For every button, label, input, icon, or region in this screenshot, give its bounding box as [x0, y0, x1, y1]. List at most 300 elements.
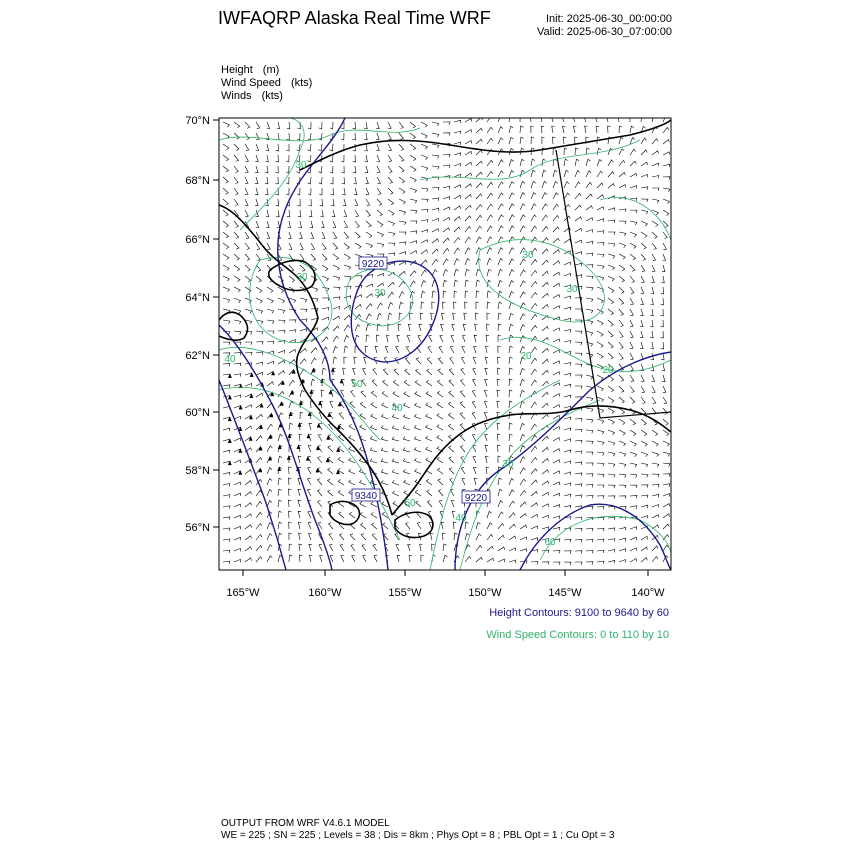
wind-barb: [278, 371, 285, 375]
wind-barb: [355, 232, 360, 238]
wind-barb: [486, 335, 489, 342]
wind-barb: [415, 469, 421, 474]
wind-barb: [404, 380, 410, 386]
wind-barb: [319, 122, 322, 129]
wind-barb: [300, 390, 304, 397]
wind-barb: [396, 346, 399, 353]
wind-barb: [421, 199, 428, 202]
lon-label: 160°W: [308, 587, 342, 599]
wind-barb: [404, 480, 410, 485]
wind-barb: [344, 336, 349, 343]
wind-barb: [608, 276, 614, 281]
wind-barb: [355, 335, 359, 342]
wind-barb: [641, 547, 648, 551]
wind-barb: [630, 559, 637, 563]
wind-barb: [542, 392, 548, 397]
wind-barb: [381, 437, 388, 441]
wind-barb: [223, 166, 228, 172]
wind-barb: [461, 357, 465, 364]
wind-barb: [564, 148, 567, 155]
wind-barb: [415, 458, 422, 463]
wind-barb: [597, 550, 604, 553]
wind-barb: [553, 372, 560, 375]
wind-barb: [541, 126, 544, 133]
wind-barb: [354, 357, 357, 364]
wind-barb: [366, 188, 369, 195]
wind-barb: [597, 463, 604, 466]
wind-barb: [542, 215, 548, 221]
wind-barb-flag: [338, 402, 341, 406]
wind-barb: [650, 331, 653, 338]
wind-barb: [267, 545, 272, 551]
wind-barb: [661, 287, 664, 294]
wind-barb: [300, 309, 307, 312]
wind-barb: [542, 515, 549, 518]
wind-barb: [319, 177, 322, 184]
wind-barb: [608, 342, 613, 348]
wind-barb: [564, 193, 570, 199]
wind-barb: [448, 413, 454, 419]
wind-barb: [663, 484, 670, 487]
wind-barb: [438, 380, 444, 386]
wind-barb: [586, 253, 593, 256]
wind-barb: [531, 204, 536, 210]
wind-barb: [267, 243, 270, 250]
wind-barb: [318, 501, 322, 508]
wind-barb: [553, 283, 560, 287]
wind-barb: [640, 298, 643, 305]
wind-barb: [553, 216, 559, 222]
wind-barb: [564, 239, 571, 243]
wind-barb: [286, 155, 289, 162]
wind-barb: [351, 391, 355, 398]
wind-barb: [485, 434, 488, 441]
wind-barb: [399, 166, 404, 172]
wind-barb: [509, 270, 514, 276]
wind-barb: [641, 441, 647, 446]
wind-barb: [465, 302, 468, 309]
wind-barb: [432, 122, 439, 126]
wind-barb: [608, 220, 615, 223]
wind-barb: [300, 369, 306, 375]
wind-barb: [278, 489, 282, 496]
wind-barb: [234, 515, 241, 518]
wind-barb: [388, 282, 394, 287]
wind-barb: [399, 313, 402, 320]
wind-barb-flag: [327, 436, 330, 440]
wind-barb: [663, 524, 669, 529]
wind-barb: [663, 188, 670, 192]
wind-barb: [454, 164, 461, 167]
height-contours: [219, 118, 671, 570]
wind-barb: [344, 232, 349, 239]
wind-barb: [652, 474, 659, 477]
wind-barb: [608, 309, 614, 315]
wind-barb: [223, 517, 230, 520]
wind-barb: [597, 254, 604, 257]
wind-barb: [308, 522, 311, 529]
wind-barb: [476, 269, 480, 276]
wind-barb: [377, 254, 384, 257]
wind-barb: [641, 397, 645, 404]
wind-barb: [641, 287, 644, 294]
wind-barb: [509, 281, 514, 288]
wind-barb: [223, 406, 230, 409]
wind-barb: [630, 386, 634, 393]
wind-barb: [575, 551, 582, 554]
wind-barb: [663, 232, 667, 239]
wind-barb-flag: [297, 445, 300, 449]
wind-barb: [223, 298, 230, 303]
wind-barb: [597, 342, 603, 347]
wind-barb: [498, 259, 503, 266]
wind-barb: [531, 282, 537, 288]
wind-barb: [432, 144, 439, 148]
wind-barb: [498, 302, 502, 309]
wind-barb: [421, 210, 428, 213]
wind-barb: [256, 144, 259, 151]
wind-barb: [245, 265, 250, 271]
wind-barb: [421, 133, 427, 138]
wind-barb: [322, 317, 329, 320]
wind-barb: [520, 182, 525, 189]
wind-barb: [349, 469, 355, 474]
wind-barb: [416, 501, 421, 507]
wind-barb: [245, 525, 252, 529]
wind-barb: [463, 324, 466, 331]
wind-barb: [641, 474, 648, 477]
coastline: [219, 312, 247, 340]
wind-barb: [388, 210, 394, 216]
wind-barb: [553, 193, 558, 199]
wind-barb: [393, 380, 399, 386]
wind-barb: [497, 434, 500, 441]
wind-barb: [608, 452, 615, 456]
wind-barb: [421, 155, 428, 160]
wind-barb: [392, 414, 399, 419]
height-contour-legend: Height Contours: 9100 to 9640 by 60: [489, 607, 669, 619]
wind-barb: [256, 254, 260, 261]
wind-barb: [487, 269, 491, 276]
wind-barb: [388, 253, 395, 256]
wind-barb: [360, 402, 366, 408]
wind-barb: [542, 204, 547, 210]
wind-barb: [331, 199, 334, 206]
wind-barb: [619, 320, 623, 327]
wind-barb: [399, 271, 405, 276]
wind-barb: [298, 511, 301, 518]
wind-barb: [363, 555, 366, 562]
wind-barb: [366, 335, 369, 342]
wind-barb: [663, 452, 670, 456]
wind-barb: [498, 501, 503, 508]
wind-barb: [553, 516, 560, 519]
wind-barb: [531, 358, 537, 364]
wind-barb: [520, 270, 526, 276]
wind-barb: [575, 484, 582, 487]
wind-barb: [421, 144, 427, 149]
wind-barb: [619, 232, 626, 236]
wind-barb: [597, 195, 604, 199]
wind-barb: [333, 306, 340, 309]
wind-barb: [370, 448, 377, 452]
wind-barb: [487, 248, 492, 254]
wind-barb: [630, 287, 634, 294]
wind-barb: [542, 370, 548, 375]
wind-barb: [553, 562, 560, 565]
wind-barb: [308, 478, 312, 485]
wind-barb: [575, 240, 582, 243]
wind-barb-flag: [228, 374, 231, 378]
wind-barb: [630, 210, 637, 213]
wind-barb: [377, 177, 381, 184]
wind-barb: [619, 298, 624, 304]
wind-barb: [472, 434, 476, 441]
wind-barb: [427, 501, 432, 507]
wind-barb: [267, 341, 274, 344]
wind-barb: [245, 155, 248, 162]
wind-barb: [575, 217, 582, 221]
height-contour: [520, 504, 671, 570]
wind-barb: [245, 177, 248, 184]
wind-barb: [454, 195, 461, 199]
wind-barb: [618, 115, 621, 122]
wind-barb: [509, 390, 512, 397]
wind-barb: [509, 226, 514, 232]
wind-barb: [439, 490, 444, 496]
wind-barb: [586, 218, 593, 221]
wind-barb: [267, 556, 272, 562]
wind-barb: [320, 210, 323, 217]
wind-barb: [575, 440, 582, 443]
wind-barb: [289, 349, 296, 353]
wind-barb: [223, 265, 229, 270]
wind-barb: [449, 369, 454, 375]
wind-barb: [319, 166, 322, 173]
wind-barb: [553, 416, 560, 420]
wind-barb: [597, 485, 604, 488]
wind-barb: [476, 183, 482, 188]
wind-barb: [438, 479, 443, 485]
wind-barb: [443, 302, 446, 309]
wind-barb: [465, 216, 471, 221]
lon-label: 155°W: [388, 587, 422, 599]
wind-barb: [619, 452, 626, 457]
wind-barb: [355, 221, 359, 228]
wind-barb: [553, 148, 556, 155]
wind-barb: [309, 555, 312, 562]
wind-barb: [245, 166, 248, 173]
wind-barb: [575, 148, 578, 155]
wind-barb: [256, 331, 263, 334]
wind-barb: [410, 271, 416, 276]
wind-barb: [267, 523, 272, 529]
wind-barb: [597, 219, 604, 222]
wind-barb: [289, 243, 292, 250]
wind-contour: [240, 118, 304, 230]
wind-barb: [465, 259, 470, 266]
wind-barb: [619, 149, 624, 155]
wind-barb: [619, 209, 626, 212]
height-contour: [351, 261, 438, 362]
wind-barb: [553, 551, 560, 554]
wind-barb: [421, 166, 428, 171]
wind-barb: [414, 425, 421, 430]
wind-barb: [663, 430, 669, 436]
wind-barb: [562, 115, 565, 122]
wind-barb: [256, 221, 259, 228]
wind-barb: [392, 480, 399, 485]
wind-barb: [652, 441, 658, 446]
wind-barb: [663, 210, 669, 216]
wind-barb: [278, 330, 285, 333]
wind-barb: [289, 544, 292, 551]
wind-barb: [520, 126, 523, 133]
wind-barb: [597, 353, 603, 358]
wind-barb: [573, 126, 576, 133]
wind-barb: [403, 437, 410, 441]
wind-barb: [509, 248, 514, 254]
wind-barb: [417, 522, 421, 529]
wind-barb: [564, 273, 571, 276]
wind-barb: [586, 241, 593, 244]
wind-barb-flag: [340, 379, 343, 383]
wind-barb: [278, 456, 282, 463]
wind-label: 40: [224, 354, 236, 365]
wind-barb: [266, 210, 269, 217]
wind-barb: [619, 375, 624, 381]
wind-barb: [630, 243, 636, 249]
wind-barb: [438, 358, 443, 364]
wind-barb: [288, 221, 291, 228]
wind-barb: [564, 428, 571, 431]
wind-speed-contours: [219, 118, 671, 570]
wind-barb: [619, 549, 626, 552]
wind-barb: [498, 127, 503, 133]
wind-barb-flag: [306, 457, 309, 461]
wind-barb: [553, 328, 560, 331]
wind-barb: [330, 144, 333, 151]
wind-barb: [461, 467, 465, 474]
wind-barb: [597, 148, 601, 155]
wind-barb: [432, 229, 439, 232]
wind-barb: [597, 528, 604, 531]
wind-barb: [454, 291, 457, 298]
wind-barb: [278, 478, 282, 485]
wind-barb: [404, 392, 410, 397]
wind-barb: [399, 210, 406, 215]
wind-barb: [234, 221, 238, 228]
wind-barb: [266, 144, 269, 151]
wind-barb: [308, 467, 311, 474]
wind-barb: [443, 197, 450, 200]
wind-barb: [531, 514, 538, 518]
wind-barb: [377, 199, 382, 205]
wind-barb: [630, 173, 637, 177]
wind-barb: [322, 254, 327, 260]
wind-barb: [476, 194, 482, 199]
wind-barb: [652, 115, 656, 122]
wind-barb: [663, 177, 670, 180]
wind-barb: [287, 122, 290, 129]
wind-barb: [442, 313, 445, 320]
wind-barb: [256, 512, 262, 518]
wind-barb: [399, 133, 403, 140]
wind-barb: [542, 470, 549, 474]
wind-barb: [650, 309, 653, 316]
wind-barb: [564, 330, 571, 333]
wind-barb: [298, 522, 301, 529]
wind-barb: [630, 548, 637, 551]
wind-barb: [223, 287, 230, 292]
wind-barb: [372, 534, 377, 540]
wind-barb: [564, 296, 571, 299]
wind-barb: [630, 496, 637, 499]
wind-barb: [308, 445, 311, 452]
wind-barb: [234, 276, 240, 282]
wind-barb: [641, 210, 648, 214]
wind-barb: [371, 403, 377, 409]
wind-barb: [432, 302, 435, 309]
wind-barb: [366, 221, 371, 227]
wind-barb: [542, 305, 548, 310]
wind-barb: [300, 329, 307, 332]
wind-barb: [299, 544, 302, 551]
wind-barb: [245, 232, 249, 239]
wind-barb: [553, 227, 559, 232]
wind-barb: [454, 120, 461, 123]
wind-barb: [388, 292, 394, 298]
wind-barb: [381, 426, 388, 431]
wind-barb: [288, 500, 291, 507]
wind-barb: [531, 193, 536, 199]
wind-barb: [399, 155, 404, 161]
wind-barb: [597, 320, 603, 325]
wind-barb: [299, 232, 302, 239]
wind-barb: [443, 238, 449, 243]
wind-barb: [399, 199, 405, 204]
wind-barb: [509, 182, 514, 188]
wind-barb: [586, 408, 593, 412]
wind-barb: [403, 448, 410, 452]
wind-barb: [465, 248, 470, 254]
wind-barb: [608, 126, 611, 133]
wind-barb: [223, 528, 230, 531]
wind-barb-flag: [269, 457, 272, 461]
wind-barb: [608, 287, 614, 293]
wind-barb: [619, 276, 624, 282]
wind-barb: [381, 459, 388, 463]
wind-barb: [509, 324, 513, 331]
wind-barb: [498, 160, 503, 166]
coastline: [392, 406, 671, 515]
wind-barb: [596, 126, 599, 133]
wind-barb: [441, 522, 444, 529]
wind-barb: [498, 269, 503, 276]
wind-barb: [333, 243, 338, 249]
wind-barb: [267, 382, 274, 386]
wind-barb: [319, 544, 322, 551]
wind-barb: [641, 536, 648, 540]
wind-barb: [297, 188, 300, 195]
wind-barb: [586, 298, 593, 302]
wind-barb: [531, 170, 535, 177]
wind-barb: [564, 505, 571, 508]
wind-barb: [597, 207, 604, 210]
lat-label: 66°N: [185, 234, 210, 246]
wind-barb: [597, 183, 603, 188]
wind-barb: [575, 364, 582, 367]
